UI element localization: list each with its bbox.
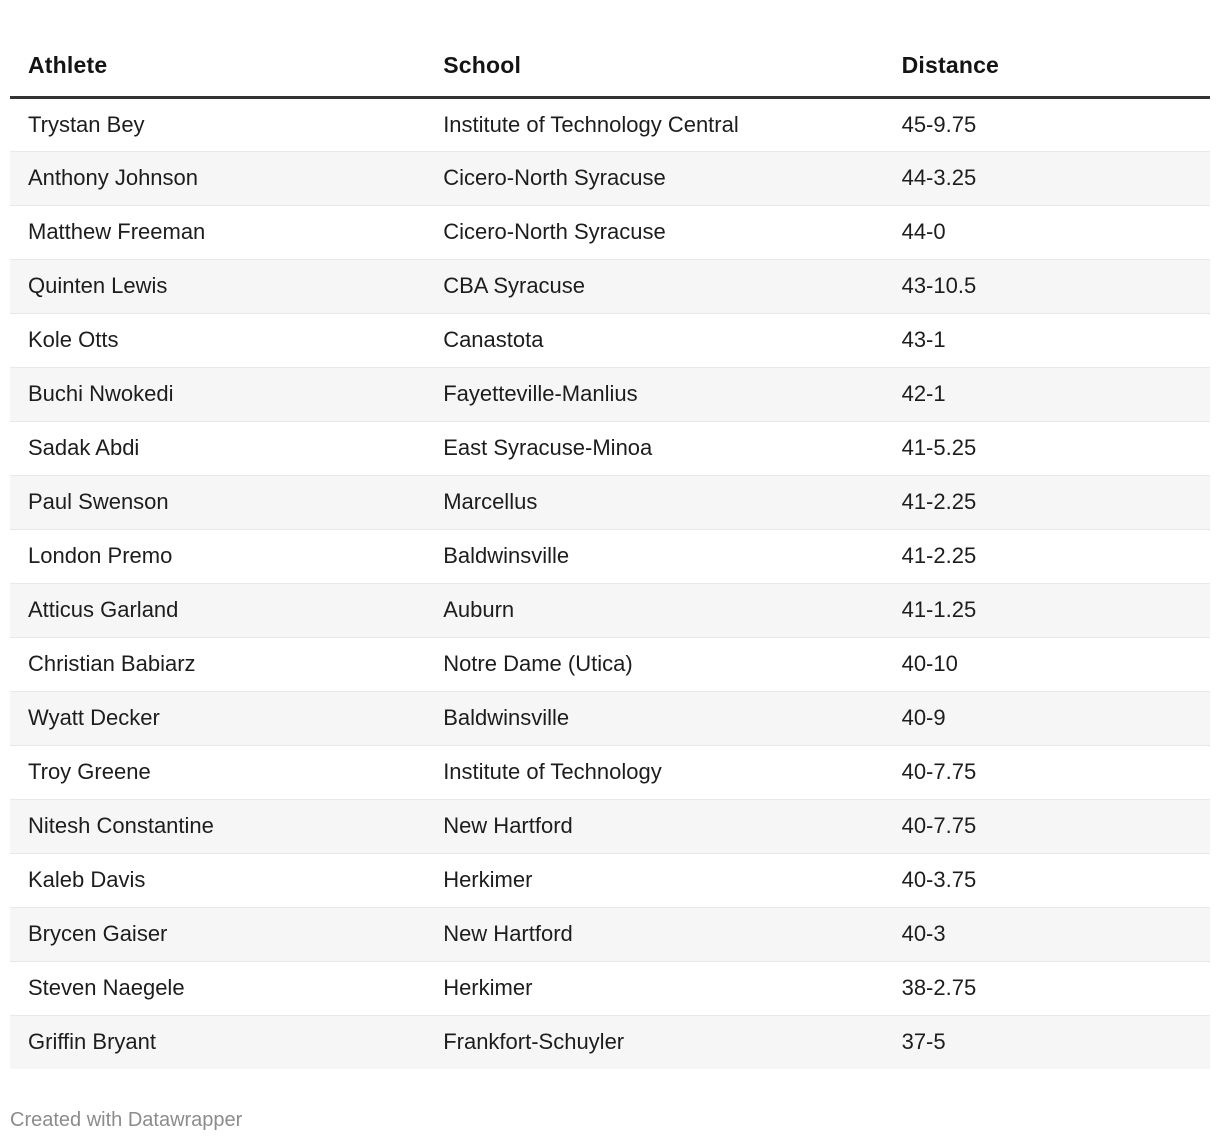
distance-cell: 41-5.25 bbox=[884, 421, 1210, 475]
school-cell: Cicero-North Syracuse bbox=[425, 205, 883, 259]
table-row bbox=[10, 205, 1210, 259]
table-row bbox=[10, 961, 1210, 1015]
column-header-athlete: Athlete bbox=[10, 36, 425, 97]
distance-cell: 40-10 bbox=[884, 637, 1210, 691]
school-cell: Baldwinsville bbox=[425, 691, 883, 745]
attribution bbox=[10, 1107, 1210, 1133]
school-cell: Cicero-North Syracuse bbox=[425, 151, 883, 205]
school-cell: Institute of Technology Central bbox=[443, 111, 739, 137]
school-cell: Herkimer bbox=[425, 853, 883, 907]
distance-cell: 40-3 bbox=[884, 907, 1210, 961]
athlete-cell: London Premo bbox=[10, 529, 425, 583]
distance-cell: 37-5 bbox=[884, 1015, 1210, 1069]
distance-cell: 44-0 bbox=[884, 205, 1210, 259]
athlete-cell: Kole Otts bbox=[10, 313, 425, 367]
athlete-cell: Matthew Freeman bbox=[10, 205, 425, 259]
distance-cell: 44-3.25 bbox=[884, 151, 1210, 205]
school-cell: New Hartford bbox=[425, 799, 883, 853]
table-row bbox=[10, 853, 1210, 907]
table-row bbox=[10, 97, 1210, 151]
table-container bbox=[10, 36, 1210, 1069]
table-header bbox=[10, 36, 1210, 97]
school-cell: Institute of Technology bbox=[425, 745, 883, 799]
athlete-cell: Steven Naegele bbox=[10, 961, 425, 1015]
athlete-cell: Anthony Johnson bbox=[10, 151, 425, 205]
athlete-cell: Griffin Bryant bbox=[10, 1015, 425, 1069]
school-cell: Notre Dame (Utica) bbox=[425, 637, 883, 691]
distance-cell: 40-3.75 bbox=[884, 853, 1210, 907]
athlete-cell: Paul Swenson bbox=[10, 475, 425, 529]
athlete-cell: Atticus Garland bbox=[10, 583, 425, 637]
distance-cell: 41-1.25 bbox=[884, 583, 1210, 637]
column-header-school: School bbox=[425, 36, 883, 97]
school-cell: Herkimer bbox=[425, 961, 883, 1015]
attribution-link[interactable]: Created with Datawrapper bbox=[10, 1109, 243, 1131]
table-row bbox=[10, 151, 1210, 205]
table-row bbox=[10, 691, 1210, 745]
column-header-distance: Distance bbox=[884, 36, 1210, 97]
school-cell: CBA Syracuse bbox=[425, 259, 883, 313]
distance-cell: 43-1 bbox=[884, 313, 1210, 367]
athlete-cell: Wyatt Decker bbox=[10, 691, 425, 745]
table-row bbox=[10, 583, 1210, 637]
athlete-cell: Sadak Abdi bbox=[10, 421, 425, 475]
table-body bbox=[10, 97, 1210, 1069]
distance-cell: 40-7.75 bbox=[884, 745, 1210, 799]
athlete-cell: Quinten Lewis bbox=[10, 259, 425, 313]
athlete-cell: Brycen Gaiser bbox=[10, 907, 425, 961]
table-row bbox=[10, 799, 1210, 853]
table-row bbox=[10, 745, 1210, 799]
athlete-cell: Troy Greene bbox=[10, 745, 425, 799]
table-row bbox=[10, 259, 1210, 313]
table-row bbox=[10, 421, 1210, 475]
school-cell: New Hartford bbox=[425, 907, 883, 961]
table-row bbox=[10, 637, 1210, 691]
school-cell: Baldwinsville bbox=[425, 529, 883, 583]
distance-cell: 41-2.25 bbox=[884, 529, 1210, 583]
table-row bbox=[10, 475, 1210, 529]
athlete-cell: Kaleb Davis bbox=[10, 853, 425, 907]
school-cell: Marcellus bbox=[425, 475, 883, 529]
table-row bbox=[10, 529, 1210, 583]
distance-cell: 41-2.25 bbox=[884, 475, 1210, 529]
school-cell: East Syracuse-Minoa bbox=[425, 421, 883, 475]
school-cell: Frankfort-Schuyler bbox=[425, 1015, 883, 1069]
table-row bbox=[10, 313, 1210, 367]
athlete-cell: Buchi Nwokedi bbox=[10, 367, 425, 421]
results-table bbox=[10, 36, 1210, 1069]
athlete-cell: Christian Babiarz bbox=[10, 637, 425, 691]
distance-cell: 45-9.75 bbox=[901, 111, 977, 137]
school-cell: Canastota bbox=[425, 313, 883, 367]
distance-cell: 43-10.5 bbox=[884, 259, 1210, 313]
school-cell: Auburn bbox=[425, 583, 883, 637]
table-row bbox=[10, 1015, 1210, 1069]
table-row bbox=[10, 367, 1210, 421]
distance-cell: 40-7.75 bbox=[884, 799, 1210, 853]
distance-cell: 40-9 bbox=[884, 691, 1210, 745]
header-row bbox=[10, 36, 1210, 97]
school-cell: Fayetteville-Manlius bbox=[425, 367, 883, 421]
athlete-cell: Nitesh Constantine bbox=[10, 799, 425, 853]
distance-cell: 38-2.75 bbox=[884, 961, 1210, 1015]
table-row bbox=[10, 907, 1210, 961]
athlete-cell: Trystan Bey bbox=[28, 111, 145, 137]
distance-cell: 42-1 bbox=[884, 367, 1210, 421]
